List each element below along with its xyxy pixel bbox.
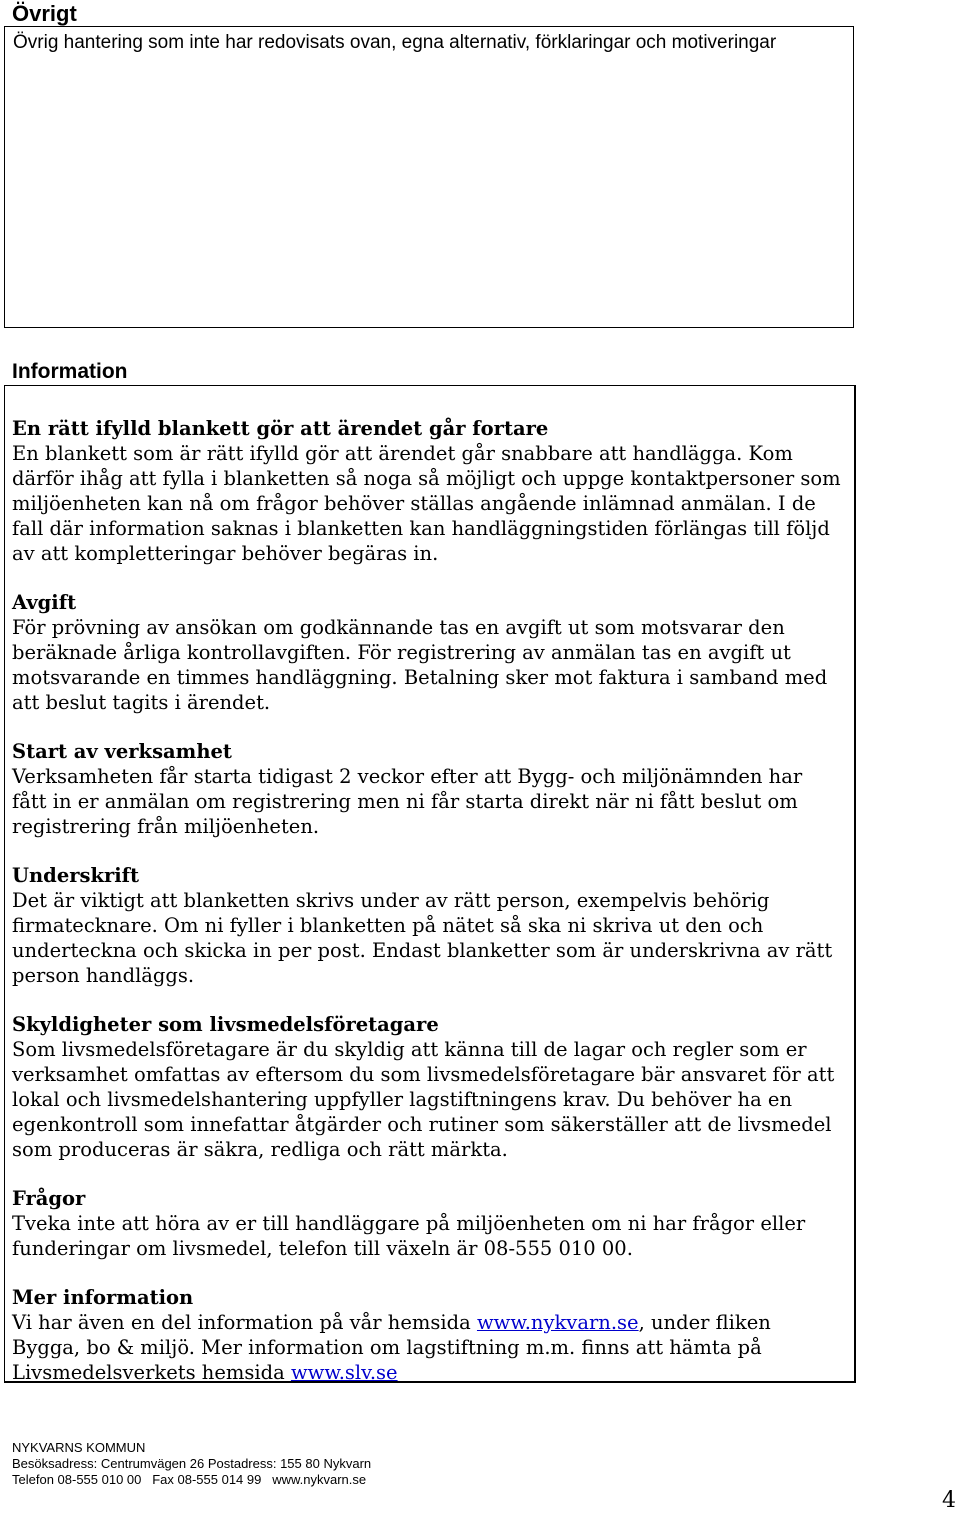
section-title: Avgift — [12, 591, 77, 614]
section-body: Verksamheten får starta tidigast 2 veckor efter att Bygg- och miljönämnden har fått in er anmälan om registrering men ni får starta direkt när ni fått beslut om registrering från miljöenheten. — [12, 765, 803, 838]
section-title: Skyldigheter som livsmedelsföretagare — [12, 1013, 439, 1036]
page-number: 4 — [942, 1488, 956, 1513]
information-heading: Information — [12, 360, 128, 383]
slv-link[interactable]: www.slv.se — [290, 1361, 398, 1384]
ovrigt-heading: Övrigt — [12, 1, 77, 26]
section-body: Tveka inte att höra av er till handläggare på miljöenheten om ni har frågor eller funderingar om livsmedel, telefon till växeln är 08-555 010 00. — [12, 1212, 806, 1260]
section-body: En blankett som är rätt ifylld gör att ärendet går snabbare att handlägga. Kom därför ihåg att fylla i blanketten så noga så möjligt och uppge kontaktpersoner som miljöenheten kan nå om frågor behöver ställas angående inlämnad anmälan. I de fall där information saknas i blanketten kan handläggningstiden förlängas till följd av att kompletteringar behöver begäras in. — [12, 442, 841, 565]
section-title: Start av verksamhet — [12, 740, 232, 763]
ovrigt-hint: Övrig hantering som inte har redovisats ovan, egna alternativ, förklaringar och motiveringar — [13, 32, 777, 53]
footer-contact: Telefon 08-555 010 00 Fax 08-555 014 99 www.nykvarn.se — [12, 1472, 367, 1487]
footer — [12, 1440, 371, 1488]
mer-text-1: Vi har även en del information på vår hemsida — [12, 1311, 477, 1334]
footer-address: Besöksadress: Centrumvägen 26 Postadress: 155 80 Nykvarn — [12, 1456, 372, 1471]
information-box — [4, 385, 856, 1383]
section-avgift — [12, 590, 842, 715]
section-body — [12, 1310, 842, 1385]
ovrigt-textarea[interactable] — [4, 26, 854, 328]
section-body: För prövning av ansökan om godkännande tas en avgift ut som motsvarar den beräknade årliga kontrollavgiften. För registrering av anmälan tas en avgift ut motsvarande en timmes handläggning. Betalning sker mot faktura i samband med att beslut tagits i ärendet. — [12, 616, 828, 714]
section-title: Underskrift — [12, 864, 140, 887]
section-title: Mer information — [12, 1286, 194, 1309]
footer-org: NYKVARNS KOMMUN — [12, 1440, 146, 1455]
section-start — [12, 739, 842, 839]
section-title: En rätt ifylld blankett gör att ärendet går fortare — [12, 417, 549, 440]
section-skyldigheter — [12, 1012, 842, 1162]
section-body: Som livsmedelsföretagare är du skyldig att känna till de lagar och regler som er verksamhet omfattas av eftersom du som livsmedelsföretagare bär ansvaret för att lokal och livsmedelshantering uppfyller lagstiftningens krav. Du behöver ha en egenkontroll som innefattar åtgärder och rutiner som säkerställer att de livsmedel som produceras är säkra, redliga och rätt märkta. — [12, 1038, 835, 1161]
section-title: Frågor — [12, 1187, 86, 1210]
section-underskrift — [12, 863, 842, 988]
section-blankett — [12, 416, 842, 566]
section-mer-information — [12, 1285, 842, 1385]
mer-text-2: , under fliken Bygga, bo & miljö. Mer information om lagstiftning m.m. finns att hämta på Livsmedelsverkets hemsida — [12, 1311, 771, 1384]
section-fragor — [12, 1186, 842, 1261]
section-body: Det är viktigt att blanketten skrivs under av rätt person, exempelvis behörig firmatecknare. Om ni fyller i blanketten på nätet så ska ni skriva ut den och underteckna och skicka in per post. Endast blanketter som är underskrivna av rätt person handläggs. — [12, 889, 833, 987]
nykvarn-link[interactable]: www.nykvarn.se — [476, 1311, 639, 1334]
